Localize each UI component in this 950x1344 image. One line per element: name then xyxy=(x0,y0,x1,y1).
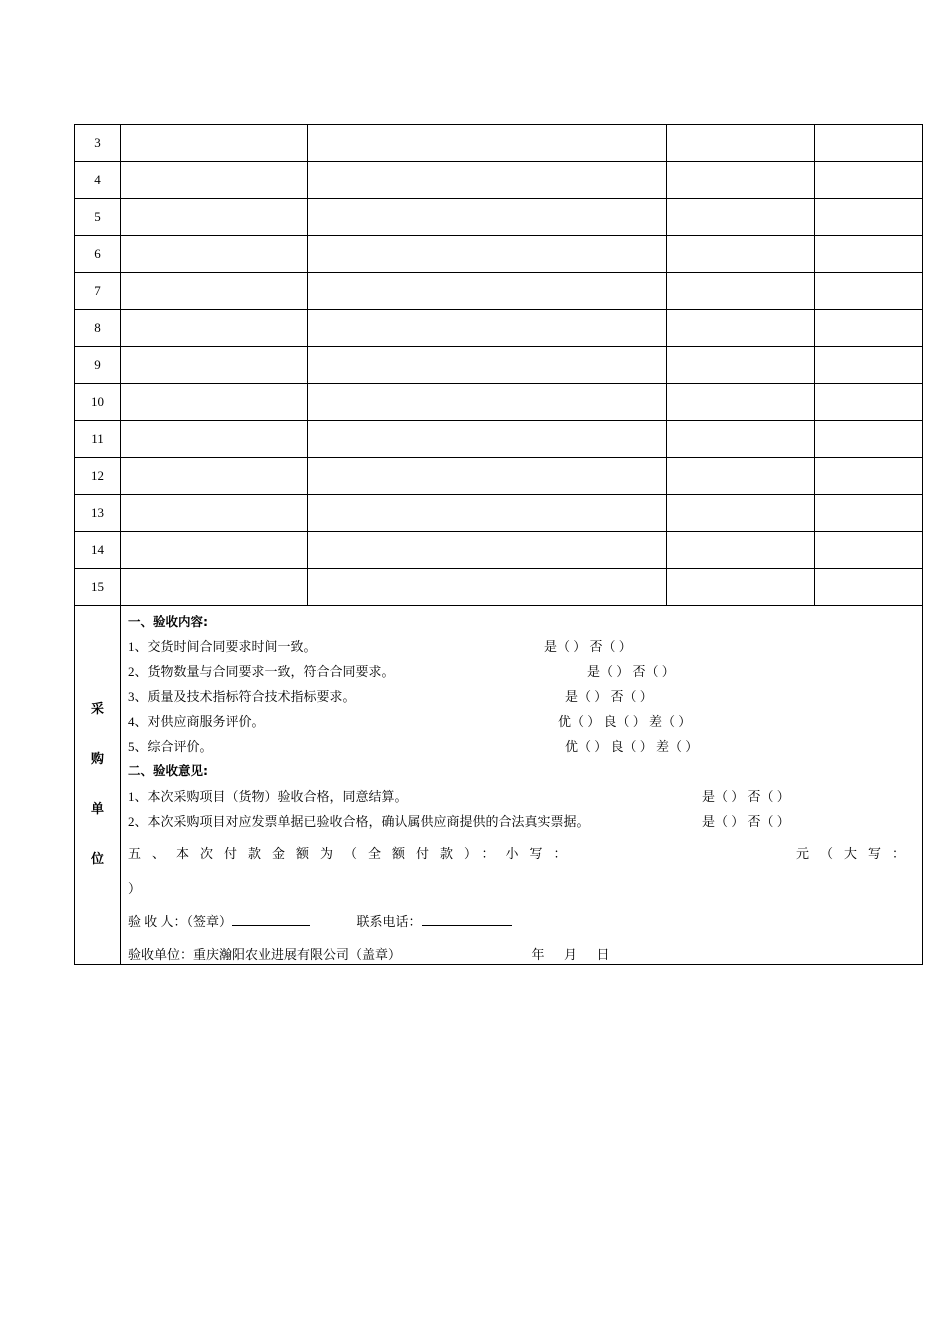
table-cell[interactable] xyxy=(815,495,923,532)
table-cell[interactable] xyxy=(308,532,667,569)
table-cell[interactable] xyxy=(667,421,815,458)
table-cell[interactable] xyxy=(667,495,815,532)
table-cell[interactable] xyxy=(121,310,308,347)
acceptance-panel xyxy=(121,606,923,965)
unit-date: 年 月 日 xyxy=(531,947,610,962)
table-row xyxy=(75,347,923,384)
row-number: 9 xyxy=(75,347,121,384)
table-cell[interactable] xyxy=(121,162,308,199)
table-row xyxy=(75,199,923,236)
table-cell[interactable] xyxy=(815,421,923,458)
table-cell[interactable] xyxy=(667,384,815,421)
signer-signature-field[interactable] xyxy=(232,913,310,926)
table-cell[interactable] xyxy=(121,125,308,162)
table-cell[interactable] xyxy=(815,532,923,569)
table-cell[interactable] xyxy=(667,236,815,273)
section1-options-1[interactable]: 是（ ） 否（ ） xyxy=(544,639,632,654)
table-cell[interactable] xyxy=(308,347,667,384)
row-number: 12 xyxy=(75,458,121,495)
section2-item-2: 2、本次采购项目对应发票单据已验收合格，确认属供应商提供的合法真实票据。 xyxy=(128,814,590,829)
table-row xyxy=(75,273,923,310)
table-cell[interactable] xyxy=(815,310,923,347)
unit-line xyxy=(128,944,610,963)
table-cell[interactable] xyxy=(308,421,667,458)
section1-item-3: 3、质量及技术指标符合技术指标要求。 xyxy=(128,689,356,704)
row-number: 7 xyxy=(75,273,121,310)
table-cell[interactable] xyxy=(308,569,667,606)
section2-options-2[interactable]: 是（ ） 否（ ） xyxy=(702,814,790,829)
row-number: 5 xyxy=(75,199,121,236)
table-cell[interactable] xyxy=(308,273,667,310)
side-char: 单 xyxy=(90,802,104,817)
table-cell[interactable] xyxy=(815,236,923,273)
section2-heading: 二、验收意见: xyxy=(128,763,208,778)
table-cell[interactable] xyxy=(815,273,923,310)
table-cell[interactable] xyxy=(121,532,308,569)
section1-options-5[interactable]: 优（ ） 良（ ） 差（ ） xyxy=(565,739,699,754)
table-row xyxy=(75,532,923,569)
table-row xyxy=(75,125,923,162)
table-cell[interactable] xyxy=(308,236,667,273)
signer-line xyxy=(128,911,512,930)
table-cell[interactable] xyxy=(308,495,667,532)
row-number: 6 xyxy=(75,236,121,273)
table-cell[interactable] xyxy=(667,310,815,347)
table-cell[interactable] xyxy=(815,384,923,421)
table-cell[interactable] xyxy=(308,310,667,347)
row-number: 14 xyxy=(75,532,121,569)
table-cell[interactable] xyxy=(815,199,923,236)
table-row xyxy=(75,310,923,347)
section1-options-3[interactable]: 是（ ） 否（ ） xyxy=(565,689,653,704)
table-cell[interactable] xyxy=(667,273,815,310)
table-cell[interactable] xyxy=(667,532,815,569)
section1-item-2: 2、货物数量与合同要求一致，符合合同要求。 xyxy=(128,664,395,679)
row-number: 10 xyxy=(75,384,121,421)
side-char: 位 xyxy=(90,852,104,867)
row-number: 11 xyxy=(75,421,121,458)
section1-options-4[interactable]: 优（ ） 良（ ） 差（ ） xyxy=(558,714,692,729)
table-cell[interactable] xyxy=(308,125,667,162)
phone-field[interactable] xyxy=(422,913,512,926)
section1-item-4: 4、对供应商服务评价。 xyxy=(128,714,265,729)
row-number: 4 xyxy=(75,162,121,199)
acceptance-form xyxy=(74,124,922,965)
section1-options-2[interactable]: 是（ ） 否（ ） xyxy=(587,664,675,679)
payment-line xyxy=(128,843,916,862)
table-cell[interactable] xyxy=(121,199,308,236)
table-cell[interactable] xyxy=(121,495,308,532)
payment-amount-label: 五、本次付款金额为（全额付款）：小写： xyxy=(128,846,578,861)
table-cell[interactable] xyxy=(308,162,667,199)
table-cell[interactable] xyxy=(121,347,308,384)
table-cell[interactable] xyxy=(308,384,667,421)
item-table xyxy=(74,124,923,965)
table-row xyxy=(75,421,923,458)
phone-label: 联系电话： xyxy=(356,914,422,929)
table-cell[interactable] xyxy=(667,199,815,236)
table-cell[interactable] xyxy=(667,347,815,384)
table-cell[interactable] xyxy=(121,236,308,273)
procurement-section xyxy=(75,606,923,965)
section2-options-1[interactable]: 是（ ） 否（ ） xyxy=(702,789,790,804)
table-row xyxy=(75,458,923,495)
table-cell[interactable] xyxy=(815,125,923,162)
payment-close: ） xyxy=(128,881,142,896)
unit-label: 验收单位：重庆瀚阳农业进展有限公司（盖章） xyxy=(128,947,402,962)
table-cell[interactable] xyxy=(815,347,923,384)
table-cell[interactable] xyxy=(121,273,308,310)
table-cell[interactable] xyxy=(667,162,815,199)
side-char: 采 xyxy=(90,702,104,717)
table-cell[interactable] xyxy=(667,125,815,162)
row-number: 3 xyxy=(75,125,121,162)
table-cell[interactable] xyxy=(815,162,923,199)
table-cell[interactable] xyxy=(667,569,815,606)
section1-item-1: 1、交货时间合同要求时间一致。 xyxy=(128,639,317,654)
table-cell[interactable] xyxy=(121,458,308,495)
table-row xyxy=(75,162,923,199)
table-row xyxy=(75,495,923,532)
table-cell[interactable] xyxy=(308,199,667,236)
table-cell[interactable] xyxy=(667,458,815,495)
table-cell[interactable] xyxy=(815,569,923,606)
side-char: 购 xyxy=(90,752,104,767)
section2-item-1: 1、本次采购项目（货物）验收合格，同意结算。 xyxy=(128,789,408,804)
table-row xyxy=(75,236,923,273)
section1-heading: 一、验收内容: xyxy=(128,614,208,629)
side-label xyxy=(75,606,121,965)
table-cell[interactable] xyxy=(815,458,923,495)
row-number: 8 xyxy=(75,310,121,347)
table-row xyxy=(75,569,923,606)
table-cell[interactable] xyxy=(121,421,308,458)
table-cell[interactable] xyxy=(121,384,308,421)
row-number: 13 xyxy=(75,495,121,532)
table-cell[interactable] xyxy=(308,458,667,495)
row-number: 15 xyxy=(75,569,121,606)
signer-label: 验 收 人：（签章） xyxy=(128,914,233,929)
section1-item-5: 5、综合评价。 xyxy=(128,739,213,754)
table-cell[interactable] xyxy=(121,569,308,606)
payment-uppercase-label: 元（大写： xyxy=(795,846,916,861)
table-row xyxy=(75,384,923,421)
